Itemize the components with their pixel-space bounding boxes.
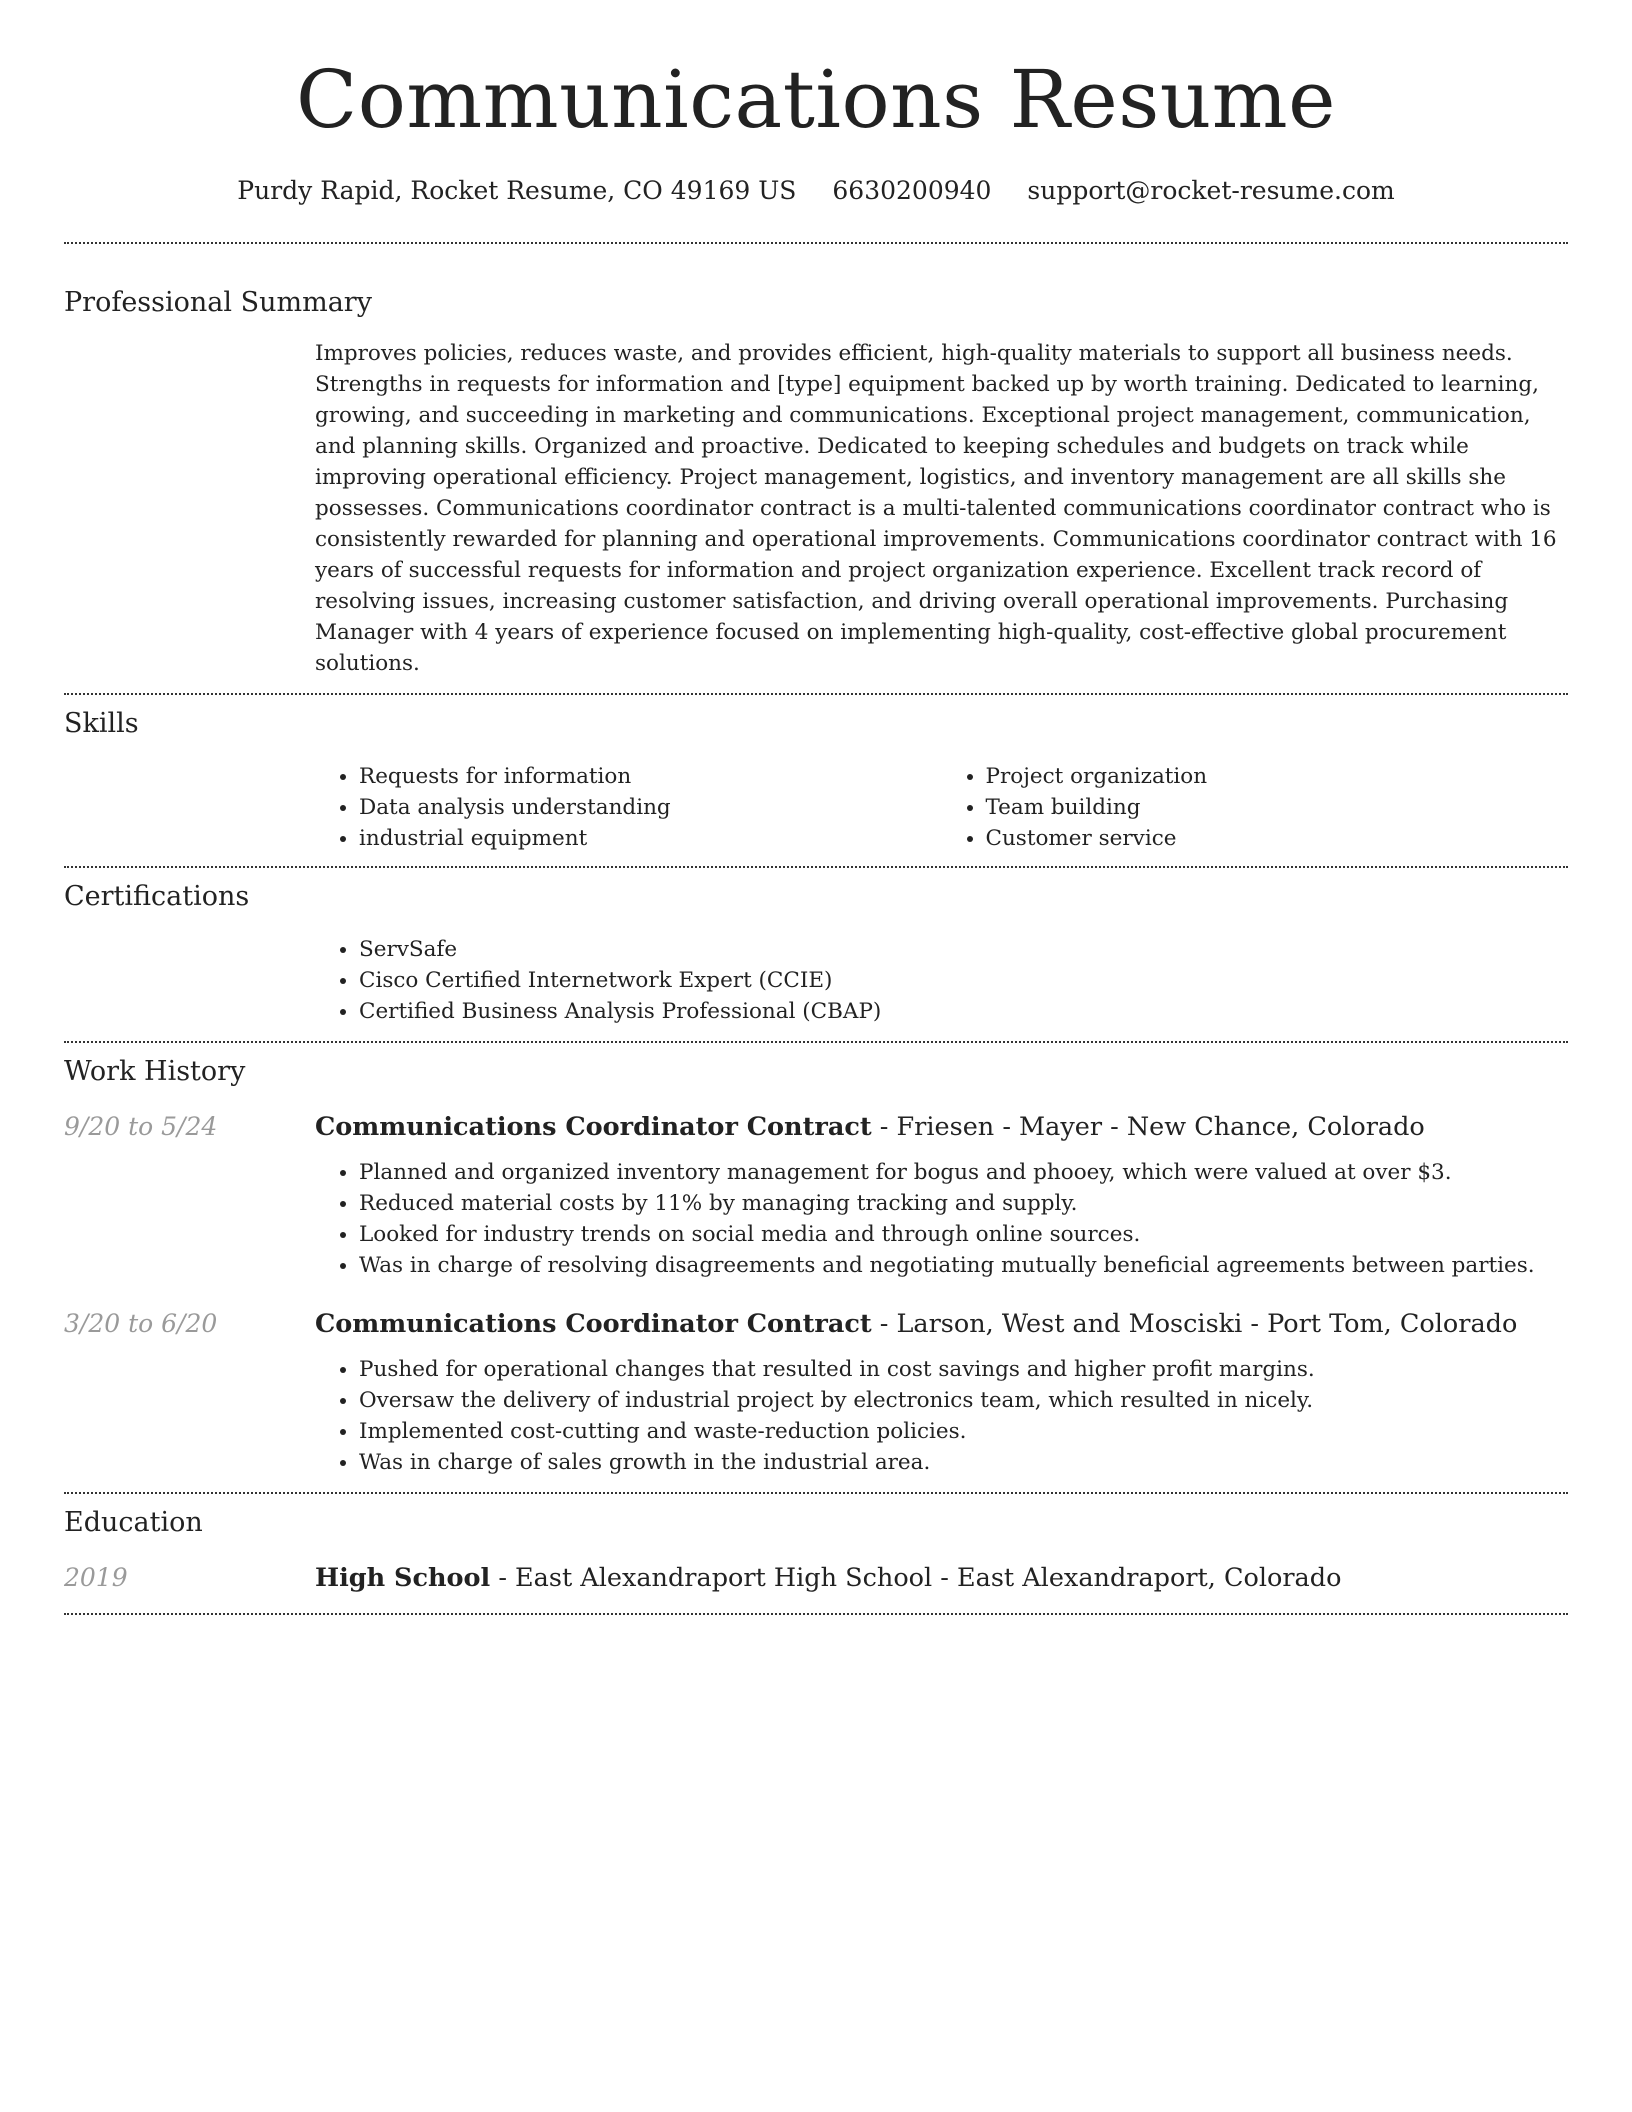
section-title-education: Education <box>64 1507 203 1538</box>
education-degree: High School <box>315 1563 491 1593</box>
certification-item: • ServSafe <box>359 934 1568 965</box>
job-bullet: • Planned and organized inventory management for bogus and phooey, which were valued at over $3. <box>359 1157 1568 1188</box>
job-bullet: • Oversaw the delivery of industrial project by electronics team, which resulted in nicely. <box>359 1385 1568 1416</box>
skills-list-right <box>942 761 1569 854</box>
job-dates: 3/20 to 6/20 <box>64 1309 218 1338</box>
resume-title: Communications Resume <box>296 53 1336 146</box>
job-bullet: • Looked for industry trends on social media and through online sources. <box>359 1219 1568 1250</box>
job-role: Communications Coordinator Contract <box>315 1309 872 1339</box>
certification-item: • Certified Business Analysis Professional (CBAP) <box>359 996 1568 1027</box>
job-bullet: • Was in charge of sales growth in the industrial area. <box>359 1447 1568 1478</box>
job-bullets <box>315 1354 1568 1478</box>
skills-list-left <box>315 761 942 854</box>
job-bullets-wrap <box>315 1157 1568 1281</box>
job-bullet: • Reduced material costs by 11% by managing tracking and supply. <box>359 1188 1568 1219</box>
resume-header <box>64 0 1568 208</box>
summary-text: Improves policies, reduces waste, and provides efficient, high-quality materials to support all business needs. Strengths in requests for information and [type] equipment backed up by worth training. Dedicated to learning, growing, and succeeding in marketing and communications. Exceptional project management, communication, and planning skills. Organized and proactive. Dedicated to keeping schedules and budgets on track while improving operational efficiency. Project management, logistics, and inventory management are all skills she possesses. Communications coordinator contract is a multi-talented communications coordinator contract who is consistently rewarded for planning and operational improvements. Communications coordinator contract with 16 years of successful requests for information and project organization experience. Excellent track record of resolving issues, increasing customer satisfaction, and driving overall operational improvements. Purchasing Manager with 4 years of experience focused on implementing high-quality, cost-effective global procurement solutions. <box>315 341 1557 676</box>
job-header <box>64 1110 1568 1144</box>
divider <box>64 693 1568 695</box>
skill-item: • Project organization <box>986 761 1569 792</box>
certifications-list <box>315 934 1568 1027</box>
job-title <box>315 1110 1425 1144</box>
skill-item: • Team building <box>986 792 1569 823</box>
job-entry <box>64 1307 1568 1478</box>
education-entry <box>64 1561 1568 1595</box>
skills-grid <box>315 761 1568 854</box>
job-title <box>315 1307 1517 1341</box>
contact-email: support@rocket-resume.com <box>1027 176 1395 205</box>
job-bullets-wrap <box>315 1354 1568 1478</box>
education-details: - East Alexandraport High School - East Alexandraport, Colorado <box>490 1563 1342 1593</box>
job-bullet: • Implemented cost-cutting and waste-reduction policies. <box>359 1416 1568 1447</box>
job-details: - Larson, West and Mosciski - Port Tom, Colorado <box>871 1309 1518 1339</box>
divider <box>64 866 1568 868</box>
skill-item: • Requests for information <box>359 761 942 792</box>
section-title-summary: Professional Summary <box>64 287 372 318</box>
summary-section <box>315 338 1568 679</box>
divider <box>64 1041 1568 1043</box>
contact-line <box>64 174 1568 208</box>
certifications-section <box>315 934 1568 1027</box>
job-bullet: • Was in charge of resolving disagreements and negotiating mutually beneficial agreements between parties. <box>359 1250 1568 1281</box>
skill-item: • Data analysis understanding <box>359 792 942 823</box>
job-header <box>64 1307 1568 1341</box>
divider <box>64 242 1568 244</box>
education-year: 2019 <box>64 1563 128 1592</box>
section-title-certifications: Certifications <box>64 881 250 912</box>
job-entry <box>64 1110 1568 1281</box>
section-title-work-history: Work History <box>64 1056 246 1087</box>
contact-phone: 6630200940 <box>832 176 992 205</box>
skills-section <box>315 761 1568 854</box>
job-bullet: • Pushed for operational changes that resulted in cost savings and higher profit margins. <box>359 1354 1568 1385</box>
divider <box>64 1492 1568 1494</box>
skill-item: • industrial equipment <box>359 823 942 854</box>
job-role: Communications Coordinator Contract <box>315 1112 872 1142</box>
job-details: - Friesen - Mayer - New Chance, Colorado <box>871 1112 1425 1142</box>
job-dates: 9/20 to 5/24 <box>64 1112 218 1141</box>
contact-address: Purdy Rapid, Rocket Resume, CO 49169 US <box>237 176 797 205</box>
education-title <box>315 1561 1341 1595</box>
section-title-skills: Skills <box>64 708 139 739</box>
education-header <box>64 1561 1568 1595</box>
divider <box>64 1613 1568 1615</box>
skill-item: • Customer service <box>986 823 1569 854</box>
job-bullets <box>315 1157 1568 1281</box>
certification-item: • Cisco Certified Internetwork Expert (CCIE) <box>359 965 1568 996</box>
